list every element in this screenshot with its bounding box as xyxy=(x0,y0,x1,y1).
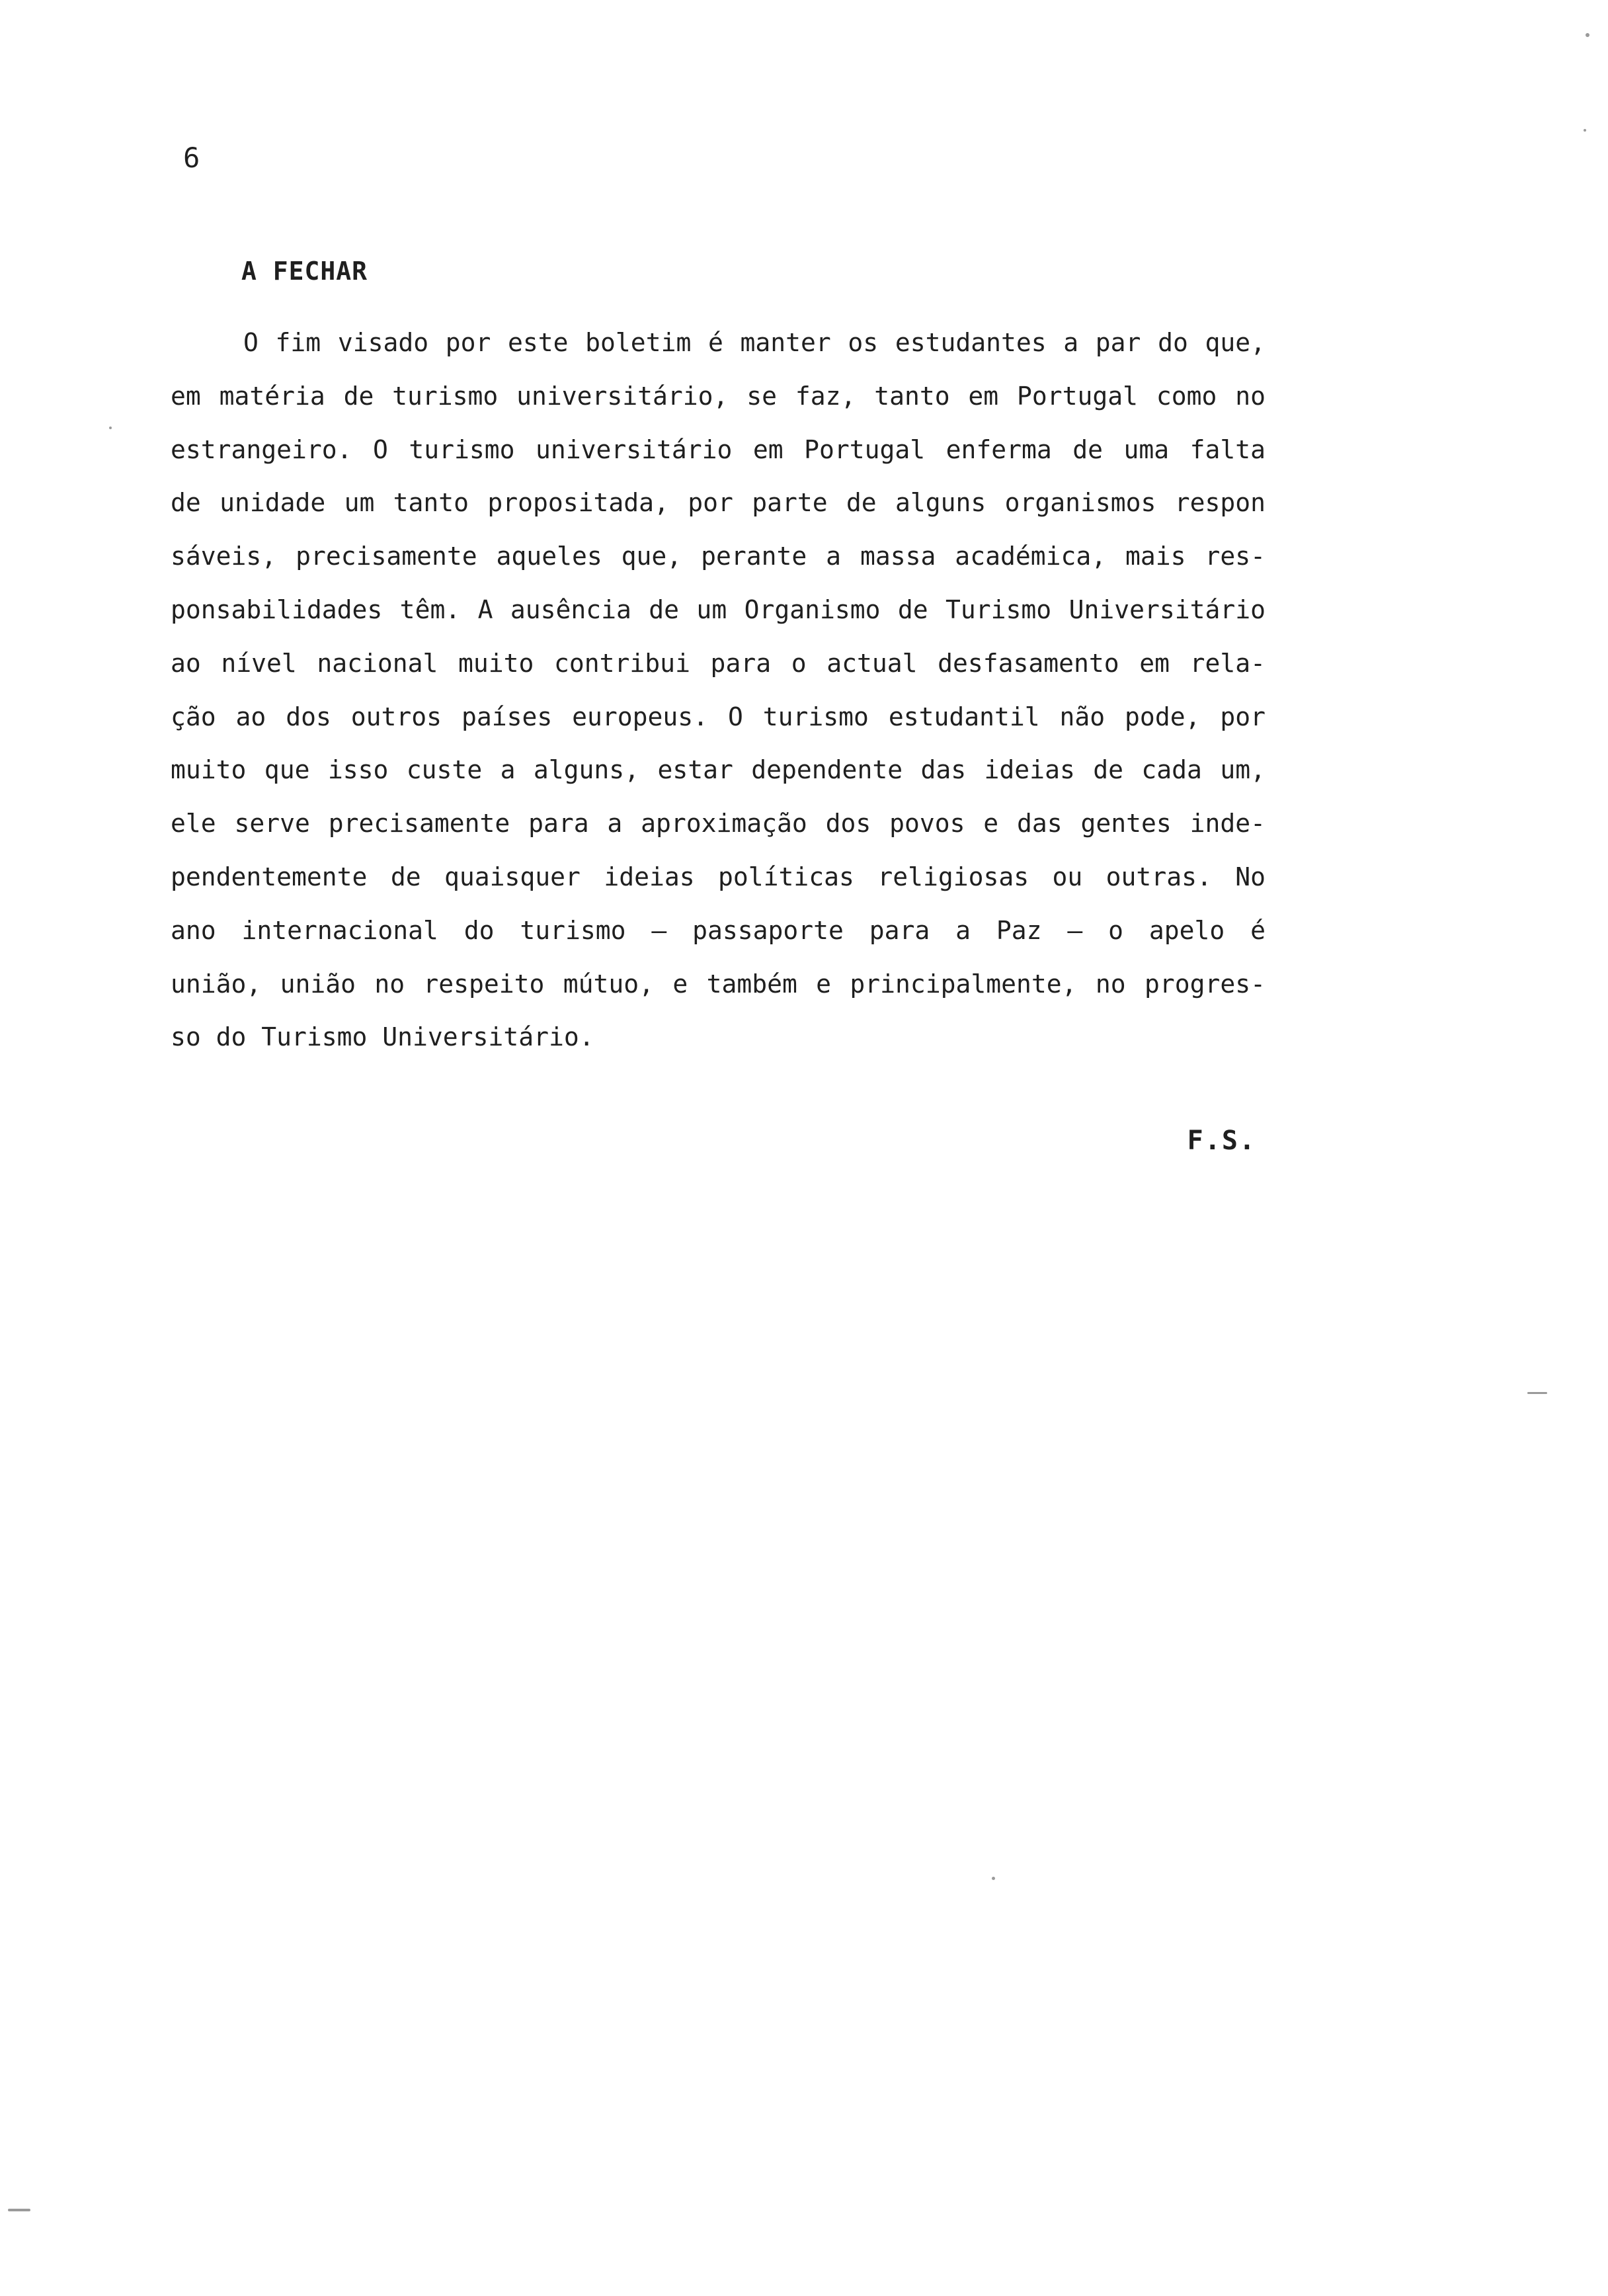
text-line: ele serve precisamente para a aproximação dos povos e das gentes inde- xyxy=(171,809,1266,839)
scan-speck xyxy=(1586,33,1589,37)
scan-speck xyxy=(8,2209,30,2211)
section-heading: A FECHAR xyxy=(241,257,368,286)
text-line: ponsabilidades têm. A ausência de um Organismo de Turismo Universitário xyxy=(171,594,1266,624)
text-line: união, união no respeito mútuo, e também e principalmente, no progres- xyxy=(171,969,1266,999)
scan-speck xyxy=(1527,1392,1547,1394)
scan-speck xyxy=(1584,129,1586,132)
author-signature: F.S. xyxy=(1187,1126,1256,1156)
scan-speck xyxy=(109,427,112,429)
text-line: estrangeiro. O turismo universitário em Portugal enferma de uma falta xyxy=(171,434,1266,464)
scan-speck xyxy=(992,1877,995,1880)
text-line: O fim visado por este boletim é manter os estudantes a par do que, xyxy=(243,328,1266,357)
text-line: ano internacional do turismo — passaporte para a Paz — o apelo é xyxy=(171,915,1266,945)
text-line: sáveis, precisamente aqueles que, perante a massa académica, mais res- xyxy=(171,542,1266,571)
page-number: 6 xyxy=(183,142,200,174)
text-line: ção ao dos outros países europeus. O turismo estudantil não pode, por xyxy=(171,702,1266,731)
text-line: so do Turismo Universitário. xyxy=(171,1022,594,1052)
text-line: muito que isso custe a alguns, estar dependente das ideias de cada um, xyxy=(171,755,1266,785)
body-paragraph xyxy=(171,316,1266,1064)
text-line: ao nível nacional muito contribui para o actual desfasamento em rela- xyxy=(171,648,1266,678)
text-line: pendentemente de quaisquer ideias políticas religiosas ou outras. No xyxy=(171,862,1266,891)
text-line: em matéria de turismo universitário, se faz, tanto em Portugal como no xyxy=(171,381,1266,411)
text-line: de unidade um tanto propositada, por parte de alguns organismos respon xyxy=(171,488,1266,518)
